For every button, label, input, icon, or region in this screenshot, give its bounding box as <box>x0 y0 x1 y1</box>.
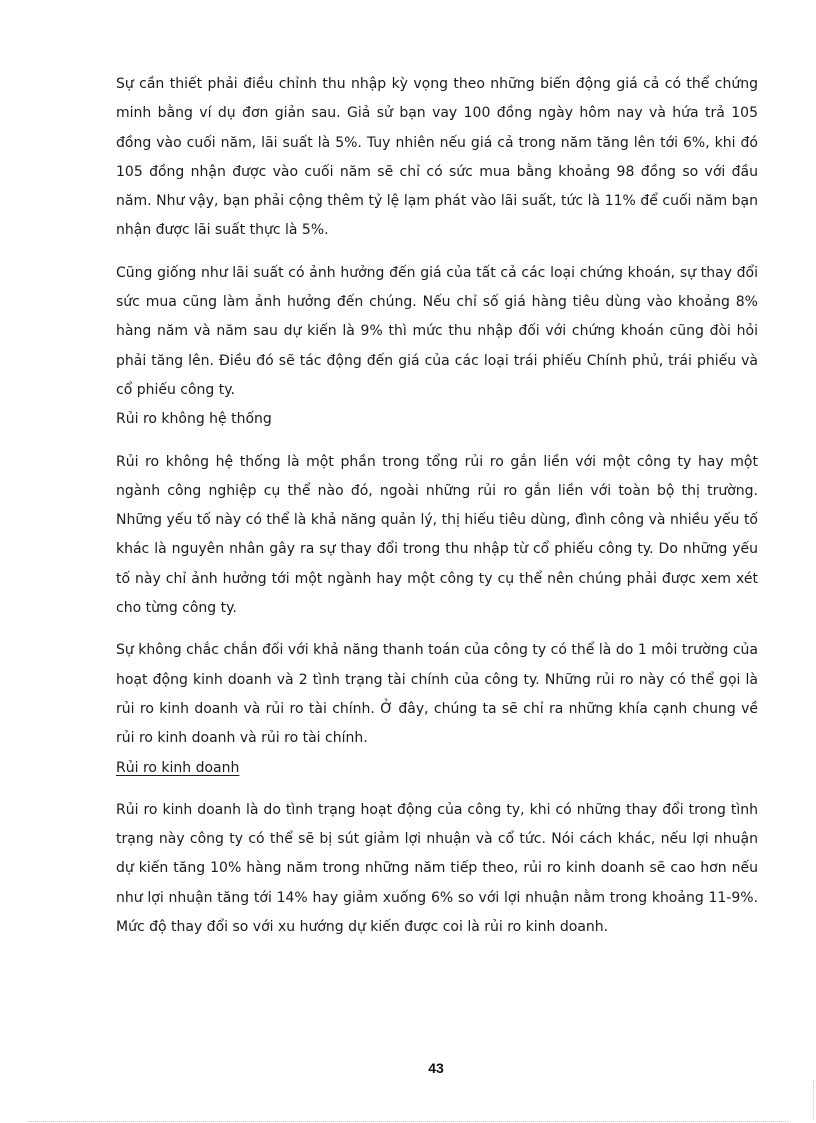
paragraph-unsystematic-risk: Rủi ro không hệ thống là một phần trong tổng rủi ro gắn liền với một công ty hay một ngành công nghiệp cụ thể nào đó, ngoài những rủi ro gắn liền với toàn bộ thị trường. Những yếu tố này có thể là khả năng quản lý, thị hiếu tiêu dùng, đình công và nhiều yếu tố khác là nguyên nhân gây ra sự thay đổi trong thu nhập từ cổ phiếu công ty. Do những yếu tố này chỉ ảnh hưởng tới một ngành hay một công ty cụ thể nên chúng phải được xem xét cho từng công ty. <box>116 453 758 617</box>
paragraph-payment-uncertainty: Sự không chắc chắn đối với khả năng thanh toán của công ty có thể là do 1 môi trường của hoạt động kinh doanh và 2 tình trạng tài chính của công ty. Những rủi ro này có thể gọi là rủi ro kinh doanh và rủi ro tài chính. Ở đây, chúng ta sẽ chỉ ra những khía cạnh chung về rủi ro kinh doanh và rủi ro tài chính. <box>116 642 758 747</box>
right-edge-divider <box>813 1080 814 1120</box>
page-number: 43 <box>428 1060 444 1076</box>
paragraph-business-risk: Rủi ro kinh doanh là do tình trạng hoạt động của công ty, khi có những thay đổi trong tình trạng này công ty có thể sẽ bị sút giảm lợi nhuận và cổ tức. Nói cách khác, nếu lợi nhuận dự kiến tăng 10% hàng năm trong những năm tiếp theo, rủi ro kinh doanh sẽ cao hơn nếu như lợi nhuận tăng tới 14% hay giảm xuống 6% so với lợi nhuận nằm trong khoảng 11-9%. Mức độ thay đổi so với xu hướng dự kiến được coi là rủi ro kinh doanh. <box>116 801 758 936</box>
heading-business-risk: Rủi ro kinh doanh <box>116 759 240 776</box>
paragraph-inflation-example: Sự cần thiết phải điều chỉnh thu nhập kỳ vọng theo những biến động giá cả có thể chứng minh bằng ví dụ đơn giản sau. Giả sử bạn vay 100 đồng ngày hôm nay và hứa trả 105 đồng vào cuối năm, lãi suất là 5%. Tuy nhiên nếu giá cả trong năm tăng lên tới 6%, khi đó 105 đồng nhận được vào cuối năm sẽ chỉ có sức mua bằng khoảng 98 đồng so với đầu năm. Như vậy, bạn phải cộng thêm tỷ lệ lạm phát vào lãi suất, tức là 11% để cuối năm bạn nhận được lãi suất thực là 5%. <box>116 76 758 239</box>
document-body <box>116 70 758 942</box>
paragraph-purchasing-power: Cũng giống như lãi suất có ảnh hưởng đến giá của tất cả các loại chứng khoán, sự thay đổi sức mua cũng làm ảnh hưởng đến chúng. Nếu chỉ số giá hàng tiêu dùng vào khoảng 8% hàng năm và năm sau dự kiến là 9% thì mức thu nhập đối với chứng khoán cũng đòi hỏi phải tăng lên. Điều đó sẽ tác động đến giá của các loại trái phiếu Chính phủ, trái phiếu và cổ phiếu công ty. <box>116 264 758 398</box>
heading-unsystematic-risk: Rủi ro không hệ thống <box>116 411 272 428</box>
footer-divider <box>28 1121 788 1122</box>
